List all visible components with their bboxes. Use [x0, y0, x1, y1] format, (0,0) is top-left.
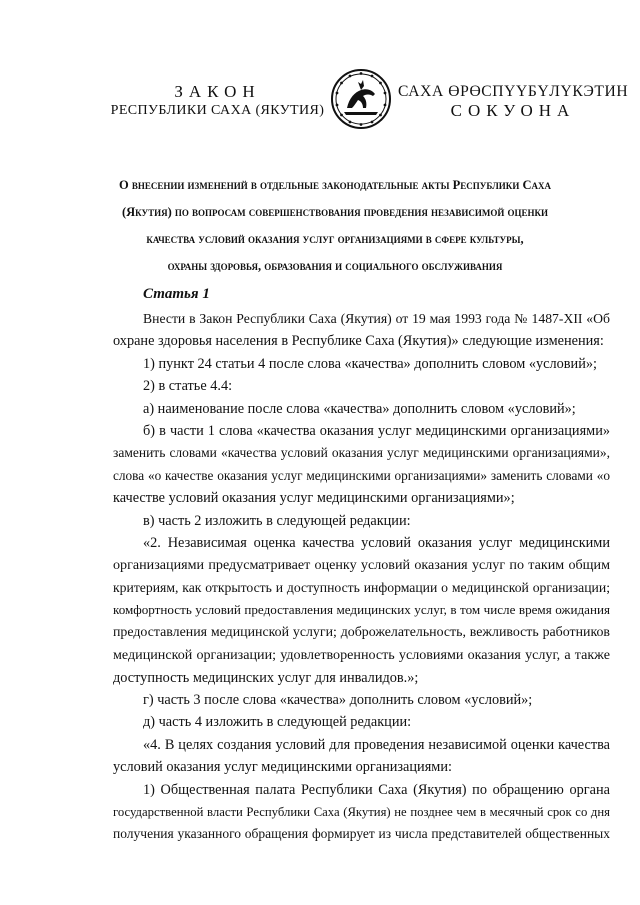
body-line: «2. Независимая оценка качества условий оказания услуг медицинскими	[143, 535, 610, 552]
body-line: д) часть 4 изложить в следующей редакции:	[143, 714, 412, 731]
body-line: г) часть 3 после слова «качества» дополнить словом «условий»;	[143, 691, 533, 708]
body-line: б) в части 1 слова «качества оказания услуг медицинскими организациями»	[143, 423, 610, 440]
law-body-text	[113, 308, 610, 846]
body-line: организациями предусматривает оценку условий оказания услуг по таким общим	[113, 557, 610, 574]
title-line: (Якутия) по вопросам совершенствования проведения независимой оценки	[121, 205, 549, 219]
body-line: медицинской организации; удовлетворенность условиями оказания услуг, а также	[113, 647, 610, 664]
body-line: комфортность условий предоставления медицинских услуг, в том числе время ожидания	[113, 602, 610, 618]
body-line: «4. В целях создания условий для проведения независимой оценки качества	[143, 736, 610, 753]
body-line: а) наименование после слова «качества» дополнить словом «условий»;	[143, 400, 576, 417]
body-line: слова «о качестве оказания услуг медицинскими организациями» заменить словами «о	[113, 467, 610, 483]
body-line: предоставления медицинской услуги; доброжелательность, вежливость работников	[113, 624, 610, 640]
title-line: охраны здоровья, образования и социального обслуживания	[167, 259, 503, 273]
body-line: 1) Общественная палата Республики Саха (Якутия) по обращению органа	[143, 781, 610, 798]
body-line: заменить словами «качества условий оказания услуг медицинскими организациями»,	[113, 445, 610, 461]
title-line: О внесении изменений в отдельные законодательные акты Республики Саха	[119, 178, 551, 192]
title-line: качества условий оказания услуг организациями в сфере культуры,	[146, 232, 524, 246]
republic-name-ru: РЕСПУБЛИКИ САХА (ЯКУТИЯ)	[110, 103, 325, 118]
header-left	[110, 82, 325, 120]
republic-emblem-icon	[330, 68, 392, 130]
body-line: 2) в статье 4.4:	[143, 378, 233, 395]
body-line: доступность медицинских услуг для инвалидов.»;	[113, 669, 419, 686]
body-line: 1) пункт 24 статьи 4 после слова «качества» дополнить словом «условий»;	[143, 355, 597, 372]
header-right	[398, 82, 628, 120]
body-line: государственной власти Республики Саха (Якутия) не позднее чем в месячный срок со дня	[113, 804, 610, 819]
body-line: условий оказания услуг медицинскими организациями:	[113, 759, 452, 776]
body-line: получения указанного обращения формирует из числа представителей общественных	[113, 826, 610, 842]
law-label-sakha: СОКУОНА	[450, 101, 576, 120]
body-line: критериям, как открытость и доступность информации о медицинской организации;	[113, 579, 610, 595]
article-heading: Статья 1	[143, 286, 210, 302]
body-line: охране здоровья населения в Республике Саха (Якутия)» следующие изменения:	[113, 333, 604, 350]
law-label-ru: ЗАКОН	[174, 82, 261, 101]
republic-name-sakha: САХА ӨРӨСПҮҮБҮЛҮКЭТИН	[398, 83, 629, 100]
body-line: Внести в Закон Республики Саха (Якутия) от 19 мая 1993 года № 1487-XII «Об	[143, 311, 610, 326]
body-line: в) часть 2 изложить в следующей редакции:	[143, 512, 411, 529]
law-title	[110, 172, 560, 280]
body-line: качестве условий оказания услуг медицинскими организациями»;	[113, 490, 515, 507]
